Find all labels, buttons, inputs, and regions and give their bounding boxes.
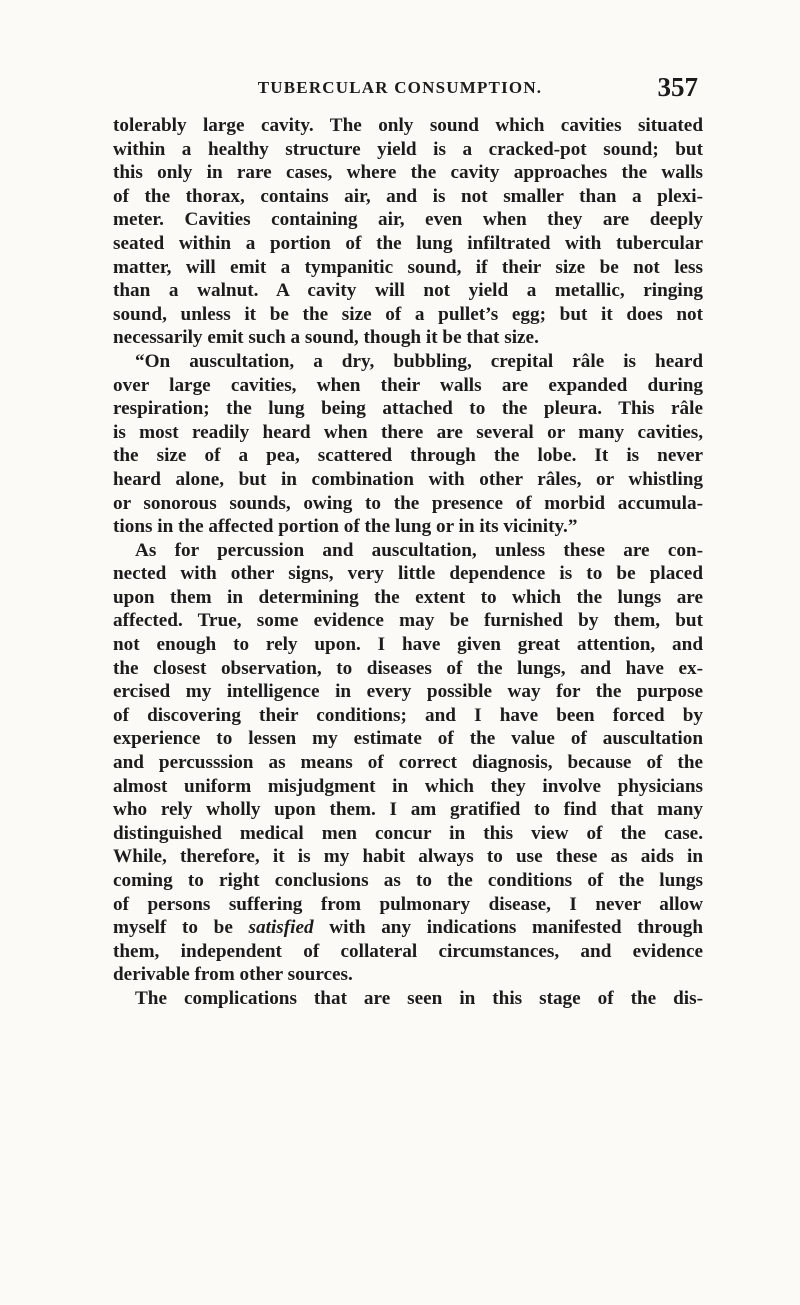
text-line: necessarily emit such a sound, though it be that size. (113, 327, 539, 349)
text-line: of persons suffering from pulmonary disease, I never allow (113, 893, 703, 915)
text-line: this only in rare cases, where the cavity approaches the walls (113, 162, 703, 184)
text-line: ercised my intelligence in every possible way for the purpose (113, 681, 703, 703)
text-line: affected. True, some evidence may be furnished by them, but (113, 610, 703, 632)
text-line: them, independent of collateral circumstances, and evidence (113, 940, 703, 962)
text-line: seated within a portion of the lung infiltrated with tubercular (113, 232, 703, 254)
text-line: of discovering their conditions; and I have been forced by (113, 704, 703, 726)
running-header (0, 72, 800, 102)
text-line: almost uniform misjudgment in which they involve physicians (113, 775, 703, 797)
text-line: nected with other signs, very little dependence is to be placed (113, 563, 703, 585)
text-line: derivable from other sources. (113, 964, 353, 986)
text-line: distinguished medical men concur in this view of the case. (113, 822, 703, 844)
text-line: meter. Cavities containing air, even when they are deeply (113, 209, 703, 231)
text-line: is most readily heard when there are several or many cavities, (113, 421, 703, 443)
body-text (113, 114, 703, 1011)
text-line: or sonorous sounds, owing to the presence of morbid accumula- (113, 492, 703, 514)
page-number: 357 (657, 72, 698, 102)
text-line: of the thorax, contains air, and is not smaller than a plexi- (113, 185, 703, 207)
text-line: the closest observation, to diseases of the lungs, and have ex- (113, 657, 703, 679)
text-line: upon them in determining the extent to which the lungs are (113, 586, 703, 608)
text-line: coming to right conclusions as to the conditions of the lungs (113, 870, 703, 891)
text-line: experience to lessen my estimate of the value of auscultation (113, 728, 703, 750)
text-line: respiration; the lung being attached to the pleura. This râle (113, 398, 703, 420)
text-line: tolerably large cavity. The only sound which cavities situated (113, 115, 703, 136)
text-line: sound, unless it be the size of a pullet’s egg; but it does not (113, 303, 703, 325)
text-line: heard alone, but in combination with other râles, or whistling (113, 468, 703, 490)
text-line: and percusssion as means of correct diagnosis, because of the (113, 752, 703, 774)
text-line: “On auscultation, a dry, bubbling, crepital râle is heard (135, 350, 703, 372)
text-line: than a walnut. A cavity will not yield a metallic, ringing (113, 280, 703, 302)
text-line: The complications that are seen in this stage of the dis- (135, 987, 703, 1009)
emphasized-word: satisfied (248, 917, 314, 939)
text-line: over large cavities, when their walls are expanded during (113, 374, 703, 396)
text-line: tions in the affected portion of the lung or in its vicinity.” (113, 516, 578, 538)
text-line: who rely wholly upon them. I am gratified to find that many (113, 799, 703, 821)
text-line: As for percussion and auscultation, unless these are con- (135, 539, 703, 561)
text-line: the size of a pea, scattered through the lobe. It is never (113, 445, 703, 467)
text-line: myself to be satisfied with any indications manifested through (113, 917, 704, 939)
text-line: While, therefore, it is my habit always to use these as aids in (113, 846, 703, 868)
running-title: TUBERCULAR CONSUMPTION. (257, 78, 543, 97)
text-line: not enough to rely upon. I have given great attention, and (113, 634, 703, 656)
text-line: within a healthy structure yield is a cracked-pot sound; but (113, 138, 703, 160)
text-line: matter, will emit a tympanitic sound, if their size be not less (113, 256, 703, 278)
